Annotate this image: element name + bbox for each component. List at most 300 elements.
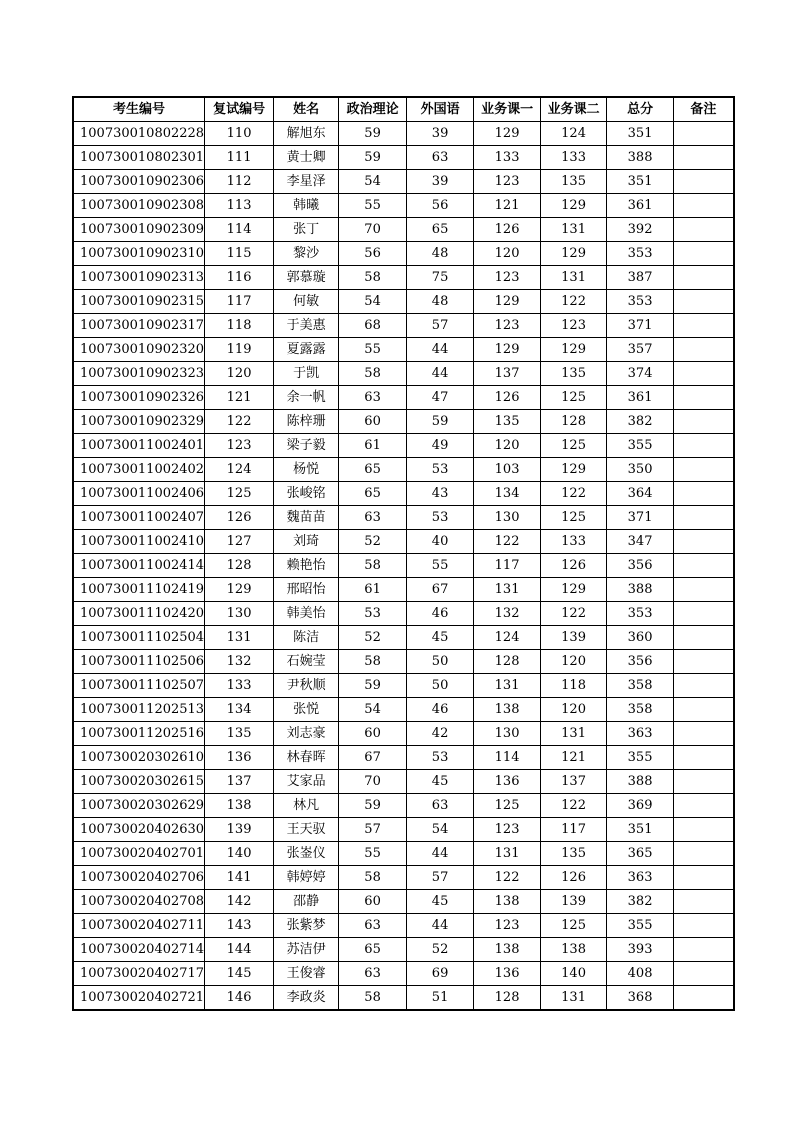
cell-retest-id: 118 xyxy=(205,314,274,338)
cell-name: 张峻铭 xyxy=(274,482,339,506)
cell-politics: 54 xyxy=(339,698,407,722)
cell-name: 赖艳怡 xyxy=(274,554,339,578)
cell-retest-id: 137 xyxy=(205,770,274,794)
cell-foreign-language: 48 xyxy=(407,290,474,314)
cell-retest-id: 146 xyxy=(205,986,274,1011)
cell-course-two: 126 xyxy=(541,866,607,890)
cell-name: 韩美怡 xyxy=(274,602,339,626)
cell-politics: 60 xyxy=(339,722,407,746)
cell-politics: 60 xyxy=(339,410,407,434)
header-course-one: 业务课一 xyxy=(474,97,541,122)
cell-retest-id: 122 xyxy=(205,410,274,434)
cell-foreign-language: 49 xyxy=(407,434,474,458)
cell-remarks xyxy=(674,554,734,578)
cell-remarks xyxy=(674,338,734,362)
cell-total: 382 xyxy=(607,890,674,914)
cell-exam-id: 100730020302615 xyxy=(73,770,205,794)
cell-retest-id: 117 xyxy=(205,290,274,314)
cell-foreign-language: 54 xyxy=(407,818,474,842)
cell-remarks xyxy=(674,746,734,770)
cell-course-two: 120 xyxy=(541,698,607,722)
cell-politics: 55 xyxy=(339,842,407,866)
cell-name: 苏洁伊 xyxy=(274,938,339,962)
cell-foreign-language: 48 xyxy=(407,242,474,266)
cell-politics: 54 xyxy=(339,170,407,194)
cell-course-two: 123 xyxy=(541,314,607,338)
cell-exam-id: 100730010902306 xyxy=(73,170,205,194)
cell-course-one: 132 xyxy=(474,602,541,626)
cell-name: 梁子毅 xyxy=(274,434,339,458)
cell-foreign-language: 65 xyxy=(407,218,474,242)
cell-course-one: 114 xyxy=(474,746,541,770)
cell-politics: 63 xyxy=(339,506,407,530)
cell-retest-id: 121 xyxy=(205,386,274,410)
cell-politics: 70 xyxy=(339,770,407,794)
table-row xyxy=(73,218,734,242)
cell-foreign-language: 59 xyxy=(407,410,474,434)
table-row xyxy=(73,890,734,914)
table-row xyxy=(73,386,734,410)
cell-politics: 58 xyxy=(339,362,407,386)
cell-exam-id: 100730011002402 xyxy=(73,458,205,482)
cell-exam-id: 100730010902323 xyxy=(73,362,205,386)
cell-course-two: 131 xyxy=(541,722,607,746)
cell-retest-id: 126 xyxy=(205,506,274,530)
cell-course-one: 138 xyxy=(474,890,541,914)
cell-remarks xyxy=(674,458,734,482)
cell-politics: 58 xyxy=(339,986,407,1011)
cell-course-two: 129 xyxy=(541,578,607,602)
cell-politics: 52 xyxy=(339,530,407,554)
cell-remarks xyxy=(674,986,734,1011)
table-row xyxy=(73,266,734,290)
cell-name: 黄士卿 xyxy=(274,146,339,170)
cell-total: 365 xyxy=(607,842,674,866)
cell-remarks xyxy=(674,218,734,242)
cell-foreign-language: 47 xyxy=(407,386,474,410)
cell-foreign-language: 44 xyxy=(407,362,474,386)
cell-course-one: 130 xyxy=(474,506,541,530)
cell-exam-id: 100730020402708 xyxy=(73,890,205,914)
cell-total: 368 xyxy=(607,986,674,1011)
cell-politics: 59 xyxy=(339,674,407,698)
cell-exam-id: 100730011102506 xyxy=(73,650,205,674)
cell-course-two: 140 xyxy=(541,962,607,986)
cell-total: 355 xyxy=(607,746,674,770)
cell-politics: 52 xyxy=(339,626,407,650)
cell-total: 350 xyxy=(607,458,674,482)
cell-remarks xyxy=(674,362,734,386)
cell-course-two: 129 xyxy=(541,194,607,218)
cell-exam-id: 100730010902313 xyxy=(73,266,205,290)
cell-exam-id: 100730011202516 xyxy=(73,722,205,746)
cell-retest-id: 133 xyxy=(205,674,274,698)
cell-remarks xyxy=(674,170,734,194)
cell-exam-id: 100730010902315 xyxy=(73,290,205,314)
cell-remarks xyxy=(674,530,734,554)
cell-name: 刘琦 xyxy=(274,530,339,554)
table-row xyxy=(73,602,734,626)
cell-course-one: 120 xyxy=(474,242,541,266)
cell-politics: 58 xyxy=(339,866,407,890)
table-row xyxy=(73,674,734,698)
cell-course-one: 123 xyxy=(474,914,541,938)
cell-politics: 63 xyxy=(339,962,407,986)
cell-course-one: 120 xyxy=(474,434,541,458)
cell-course-one: 138 xyxy=(474,698,541,722)
cell-exam-id: 100730020302629 xyxy=(73,794,205,818)
cell-politics: 59 xyxy=(339,794,407,818)
table-row xyxy=(73,698,734,722)
cell-name: 于美惠 xyxy=(274,314,339,338)
cell-total: 356 xyxy=(607,650,674,674)
cell-name: 韩婷婷 xyxy=(274,866,339,890)
cell-exam-id: 100730020402717 xyxy=(73,962,205,986)
cell-total: 371 xyxy=(607,506,674,530)
cell-exam-id: 100730011102419 xyxy=(73,578,205,602)
cell-remarks xyxy=(674,962,734,986)
cell-politics: 63 xyxy=(339,914,407,938)
table-row xyxy=(73,770,734,794)
cell-course-one: 130 xyxy=(474,722,541,746)
cell-exam-id: 100730010902329 xyxy=(73,410,205,434)
cell-foreign-language: 45 xyxy=(407,626,474,650)
cell-politics: 67 xyxy=(339,746,407,770)
cell-total: 393 xyxy=(607,938,674,962)
cell-total: 388 xyxy=(607,146,674,170)
cell-course-two: 133 xyxy=(541,530,607,554)
table-row xyxy=(73,146,734,170)
cell-course-one: 123 xyxy=(474,266,541,290)
cell-exam-id: 100730010902310 xyxy=(73,242,205,266)
header-remarks: 备注 xyxy=(674,97,734,122)
cell-retest-id: 143 xyxy=(205,914,274,938)
cell-remarks xyxy=(674,122,734,146)
cell-exam-id: 100730010902308 xyxy=(73,194,205,218)
cell-name: 张丁 xyxy=(274,218,339,242)
cell-foreign-language: 75 xyxy=(407,266,474,290)
cell-foreign-language: 46 xyxy=(407,698,474,722)
cell-course-two: 135 xyxy=(541,170,607,194)
cell-name: 余一帆 xyxy=(274,386,339,410)
cell-remarks xyxy=(674,434,734,458)
cell-retest-id: 111 xyxy=(205,146,274,170)
cell-politics: 54 xyxy=(339,290,407,314)
table-row xyxy=(73,458,734,482)
cell-retest-id: 115 xyxy=(205,242,274,266)
cell-total: 382 xyxy=(607,410,674,434)
cell-course-one: 138 xyxy=(474,938,541,962)
cell-course-two: 135 xyxy=(541,842,607,866)
cell-total: 369 xyxy=(607,794,674,818)
cell-course-two: 131 xyxy=(541,266,607,290)
cell-remarks xyxy=(674,626,734,650)
cell-foreign-language: 63 xyxy=(407,146,474,170)
header-retest-id: 复试编号 xyxy=(205,97,274,122)
cell-retest-id: 144 xyxy=(205,938,274,962)
cell-course-one: 123 xyxy=(474,818,541,842)
cell-name: 张紫梦 xyxy=(274,914,339,938)
cell-course-two: 133 xyxy=(541,146,607,170)
cell-politics: 59 xyxy=(339,122,407,146)
cell-total: 353 xyxy=(607,242,674,266)
cell-course-two: 122 xyxy=(541,794,607,818)
cell-exam-id: 100730011002407 xyxy=(73,506,205,530)
table-header xyxy=(73,97,734,122)
score-table xyxy=(72,96,735,1011)
cell-course-one: 129 xyxy=(474,338,541,362)
cell-exam-id: 100730011002401 xyxy=(73,434,205,458)
cell-remarks xyxy=(674,266,734,290)
cell-remarks xyxy=(674,842,734,866)
cell-politics: 58 xyxy=(339,266,407,290)
cell-name: 石婉莹 xyxy=(274,650,339,674)
cell-total: 371 xyxy=(607,314,674,338)
cell-politics: 59 xyxy=(339,146,407,170)
table-row xyxy=(73,650,734,674)
cell-retest-id: 139 xyxy=(205,818,274,842)
cell-foreign-language: 57 xyxy=(407,866,474,890)
cell-name: 夏露露 xyxy=(274,338,339,362)
cell-politics: 65 xyxy=(339,458,407,482)
cell-foreign-language: 56 xyxy=(407,194,474,218)
table-body xyxy=(73,122,734,1011)
cell-retest-id: 131 xyxy=(205,626,274,650)
cell-course-one: 129 xyxy=(474,290,541,314)
cell-exam-id: 100730011002406 xyxy=(73,482,205,506)
header-course-two: 业务课二 xyxy=(541,97,607,122)
cell-foreign-language: 44 xyxy=(407,914,474,938)
cell-remarks xyxy=(674,410,734,434)
cell-course-two: 124 xyxy=(541,122,607,146)
cell-course-two: 129 xyxy=(541,458,607,482)
cell-exam-id: 100730020402706 xyxy=(73,866,205,890)
cell-remarks xyxy=(674,698,734,722)
cell-remarks xyxy=(674,674,734,698)
cell-course-one: 136 xyxy=(474,770,541,794)
cell-retest-id: 110 xyxy=(205,122,274,146)
cell-politics: 53 xyxy=(339,602,407,626)
cell-total: 360 xyxy=(607,626,674,650)
cell-retest-id: 145 xyxy=(205,962,274,986)
cell-course-two: 139 xyxy=(541,626,607,650)
table-row xyxy=(73,362,734,386)
cell-exam-id: 100730010902309 xyxy=(73,218,205,242)
cell-foreign-language: 55 xyxy=(407,554,474,578)
cell-course-one: 131 xyxy=(474,674,541,698)
cell-course-one: 124 xyxy=(474,626,541,650)
cell-exam-id: 100730020402721 xyxy=(73,986,205,1011)
cell-name: 魏苗苗 xyxy=(274,506,339,530)
cell-exam-id: 100730011002410 xyxy=(73,530,205,554)
cell-remarks xyxy=(674,578,734,602)
header-total: 总分 xyxy=(607,97,674,122)
cell-course-two: 131 xyxy=(541,986,607,1011)
cell-total: 353 xyxy=(607,290,674,314)
cell-retest-id: 135 xyxy=(205,722,274,746)
cell-politics: 55 xyxy=(339,194,407,218)
cell-name: 刘志豪 xyxy=(274,722,339,746)
header-foreign-language: 外国语 xyxy=(407,97,474,122)
cell-foreign-language: 39 xyxy=(407,170,474,194)
cell-name: 李星泽 xyxy=(274,170,339,194)
cell-exam-id: 100730011202513 xyxy=(73,698,205,722)
cell-foreign-language: 43 xyxy=(407,482,474,506)
cell-remarks xyxy=(674,194,734,218)
cell-course-two: 125 xyxy=(541,914,607,938)
cell-retest-id: 119 xyxy=(205,338,274,362)
cell-foreign-language: 53 xyxy=(407,506,474,530)
cell-total: 363 xyxy=(607,866,674,890)
cell-foreign-language: 45 xyxy=(407,770,474,794)
cell-course-one: 133 xyxy=(474,146,541,170)
cell-course-one: 122 xyxy=(474,866,541,890)
cell-foreign-language: 52 xyxy=(407,938,474,962)
cell-politics: 65 xyxy=(339,938,407,962)
cell-course-one: 126 xyxy=(474,386,541,410)
cell-total: 355 xyxy=(607,434,674,458)
cell-politics: 58 xyxy=(339,650,407,674)
cell-retest-id: 140 xyxy=(205,842,274,866)
table-row xyxy=(73,986,734,1011)
cell-course-one: 131 xyxy=(474,578,541,602)
table-row xyxy=(73,842,734,866)
cell-course-two: 120 xyxy=(541,650,607,674)
cell-exam-id: 100730010902326 xyxy=(73,386,205,410)
cell-name: 于凯 xyxy=(274,362,339,386)
cell-remarks xyxy=(674,146,734,170)
cell-politics: 60 xyxy=(339,890,407,914)
cell-retest-id: 130 xyxy=(205,602,274,626)
cell-retest-id: 120 xyxy=(205,362,274,386)
cell-foreign-language: 40 xyxy=(407,530,474,554)
cell-foreign-language: 42 xyxy=(407,722,474,746)
cell-foreign-language: 46 xyxy=(407,602,474,626)
cell-foreign-language: 44 xyxy=(407,842,474,866)
table-row xyxy=(73,962,734,986)
cell-name: 陈洁 xyxy=(274,626,339,650)
cell-retest-id: 142 xyxy=(205,890,274,914)
cell-name: 韩曦 xyxy=(274,194,339,218)
cell-remarks xyxy=(674,242,734,266)
cell-name: 林凡 xyxy=(274,794,339,818)
cell-name: 林春晖 xyxy=(274,746,339,770)
cell-name: 王天驭 xyxy=(274,818,339,842)
cell-retest-id: 128 xyxy=(205,554,274,578)
cell-name: 解旭东 xyxy=(274,122,339,146)
cell-remarks xyxy=(674,866,734,890)
cell-foreign-language: 57 xyxy=(407,314,474,338)
cell-name: 邵静 xyxy=(274,890,339,914)
table-row xyxy=(73,482,734,506)
cell-exam-id: 100730020402714 xyxy=(73,938,205,962)
cell-exam-id: 100730011102507 xyxy=(73,674,205,698)
table-row xyxy=(73,242,734,266)
cell-course-two: 139 xyxy=(541,890,607,914)
cell-course-one: 128 xyxy=(474,986,541,1011)
cell-course-one: 123 xyxy=(474,314,541,338)
cell-politics: 57 xyxy=(339,818,407,842)
cell-name: 杨悦 xyxy=(274,458,339,482)
cell-remarks xyxy=(674,650,734,674)
cell-retest-id: 116 xyxy=(205,266,274,290)
table-row xyxy=(73,626,734,650)
cell-foreign-language: 45 xyxy=(407,890,474,914)
cell-name: 尹秋顺 xyxy=(274,674,339,698)
cell-course-one: 129 xyxy=(474,122,541,146)
cell-total: 357 xyxy=(607,338,674,362)
cell-foreign-language: 53 xyxy=(407,458,474,482)
cell-total: 387 xyxy=(607,266,674,290)
cell-course-one: 136 xyxy=(474,962,541,986)
cell-retest-id: 124 xyxy=(205,458,274,482)
cell-course-two: 125 xyxy=(541,506,607,530)
cell-foreign-language: 69 xyxy=(407,962,474,986)
cell-total: 347 xyxy=(607,530,674,554)
cell-retest-id: 136 xyxy=(205,746,274,770)
cell-remarks xyxy=(674,386,734,410)
cell-course-one: 122 xyxy=(474,530,541,554)
cell-course-two: 128 xyxy=(541,410,607,434)
table-row xyxy=(73,746,734,770)
cell-remarks xyxy=(674,890,734,914)
cell-remarks xyxy=(674,770,734,794)
header-politics: 政治理论 xyxy=(339,97,407,122)
cell-retest-id: 114 xyxy=(205,218,274,242)
cell-exam-id: 100730020302610 xyxy=(73,746,205,770)
cell-exam-id: 100730010902320 xyxy=(73,338,205,362)
cell-course-two: 118 xyxy=(541,674,607,698)
cell-remarks xyxy=(674,506,734,530)
cell-exam-id: 100730020402701 xyxy=(73,842,205,866)
cell-course-one: 128 xyxy=(474,650,541,674)
table-row xyxy=(73,194,734,218)
cell-total: 392 xyxy=(607,218,674,242)
cell-course-two: 122 xyxy=(541,602,607,626)
cell-course-one: 137 xyxy=(474,362,541,386)
cell-exam-id: 100730010802301 xyxy=(73,146,205,170)
cell-retest-id: 123 xyxy=(205,434,274,458)
cell-name: 艾家品 xyxy=(274,770,339,794)
cell-foreign-language: 44 xyxy=(407,338,474,362)
cell-course-two: 126 xyxy=(541,554,607,578)
cell-course-two: 129 xyxy=(541,338,607,362)
cell-remarks xyxy=(674,290,734,314)
cell-course-one: 131 xyxy=(474,842,541,866)
table-row xyxy=(73,938,734,962)
cell-politics: 68 xyxy=(339,314,407,338)
cell-politics: 56 xyxy=(339,242,407,266)
cell-exam-id: 100730011102420 xyxy=(73,602,205,626)
cell-remarks xyxy=(674,314,734,338)
cell-course-one: 135 xyxy=(474,410,541,434)
cell-course-one: 126 xyxy=(474,218,541,242)
cell-course-two: 137 xyxy=(541,770,607,794)
cell-retest-id: 112 xyxy=(205,170,274,194)
cell-total: 356 xyxy=(607,554,674,578)
cell-foreign-language: 63 xyxy=(407,794,474,818)
cell-remarks xyxy=(674,602,734,626)
cell-total: 363 xyxy=(607,722,674,746)
cell-foreign-language: 51 xyxy=(407,986,474,1011)
cell-politics: 61 xyxy=(339,434,407,458)
table-row xyxy=(73,506,734,530)
cell-total: 351 xyxy=(607,122,674,146)
cell-course-two: 131 xyxy=(541,218,607,242)
table-row xyxy=(73,866,734,890)
cell-retest-id: 134 xyxy=(205,698,274,722)
cell-retest-id: 125 xyxy=(205,482,274,506)
